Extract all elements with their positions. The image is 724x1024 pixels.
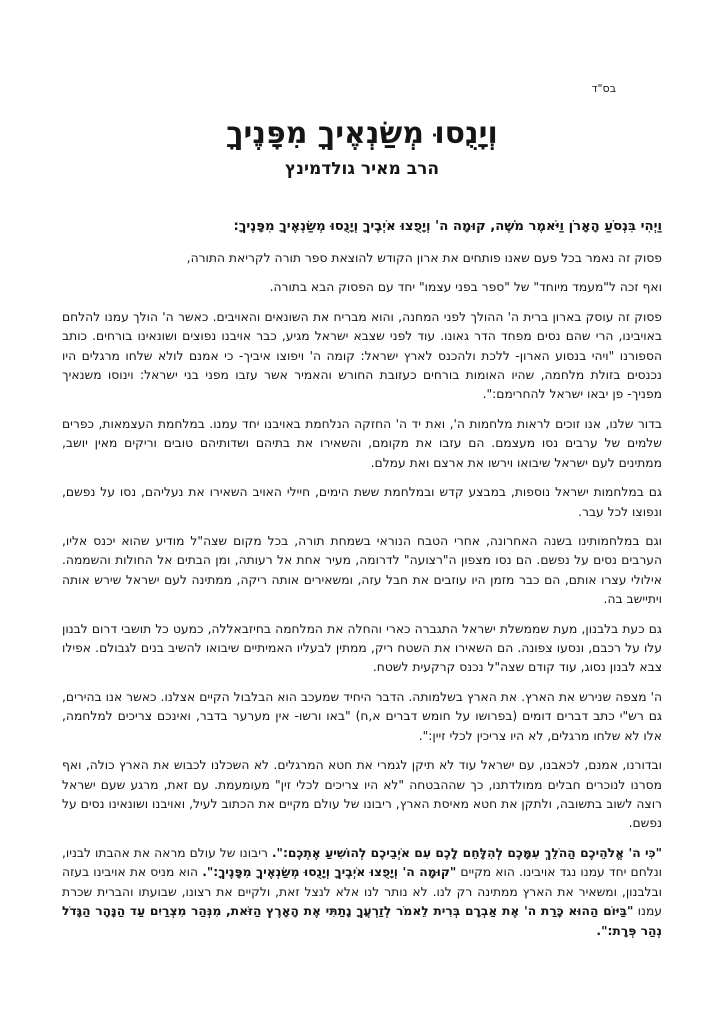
document-body: [62, 217, 662, 941]
bsd-header: בס"ד: [591, 82, 616, 95]
closing-text: ריבונו של עולם מראה את אהבתו לבניו, ונלחם יחד עמנו נגד אויבינו. הוא מקיים: [62, 845, 662, 880]
verse-quote: "בַּיּוֹם הַהוּא כָּרַת ה' אֶת אַבְרָם בְּרִית לֵאמֹר לְזַרְעֲךָ נָתַתִּי אֶת הָאָרֶץ הַזֹּאת, מִנְּהַר מִצְרַיִם עַד הַנָּהָר הַגָּדֹל נְהַר פְּרָת:".: [62, 904, 662, 938]
verse-quote: "כִּי ה' אֱלֹהֵיכֶם הַהֹלֵךְ עִמָּכֶם לְהִלָּחֵם לָכֶם עִם אֹיְבֵיכֶם לְהוֹשִׁיעַ אֶתְכֶם:".: [271, 845, 663, 860]
page-title: וְיָנֻסוּ מְשַׂנְאֶיךָ מִפָּנֶיךָ: [226, 116, 498, 151]
paragraph: בדור שלנו, אנו זוכים לראות מלחמות ה', ואת יד ה' החזקה הנלחמת באויבנו יחד עמנו. במלחמת העצמאות, כפרים שלמים של ערבים נסו מעצמם. הם עזבו את מקומם, והשאירו את בתיהם ושדותיהם טובים וריקים מאין יושב, ממתינים לעם ישראל שיבואו וירשו את ארצם ואת עמלם.: [62, 416, 662, 470]
opening-verse: וַיְהִי בִּנְסֹעַ הָאָרֹן וַיֹּאמֶר מֹשֶׁה, קוּמָה ה' וְיָפֻצוּ אֹיְבֶיךָ וְיָנֻסוּ מְשַׂנְאֶיךָ מִפָּנֶיךָ:: [233, 219, 662, 234]
closing-text: הוא מניס את אויבינו בעזה ובלבנון, ומשאיר את הארץ ממתינה רק לנו. לא נותר לנו אלא לנצל זאת, ולקיים את רצונו, שבועתו והברית שכרת עמנו: [62, 865, 663, 919]
paragraph: פסוק זה נאמר בכל פעם שאנו פותחים את ארון הקודש להוצאת ספר תורה לקריאת התורה,: [186, 250, 662, 265]
author-name: הרב מאיר גולדמינץ: [285, 159, 439, 179]
paragraph: ה' מצפה שנירש את הארץ. את הארץ בשלמותה. הדבר היחיד שמעכב הוא הבלבול הקיים אצלנו. כאשר אנו בהירים, גם רש"י כתב דברים דומים (בפרושו על חומש דברים א,ח) "באו ורשו- אין מערער בדבר, ואינכם צריכים למלחמה, אלו לא שלחו מרגלים, לא היו צריכין לכלי זיין:".: [62, 689, 662, 743]
paragraph: גם במלחמות ישראל נוספות, במבצע קדש ובמלחמת ששת הימים, חיילי האויב השאירו את נעליהם, נסו על נפשם, ונפוצו לכל עבר.: [62, 485, 662, 519]
verse-quote: "קוּמָה ה' וְיָפֻצוּ אֹיְבֶיךָ וְיָנֻסוּ מְשַׂנְאֶיךָ מִפָּנֶיךָ:".: [202, 865, 457, 880]
paragraph: גם כעת בלבנון, מעת שממשלת ישראל התגברה כארי והחלה את המלחמה בחיזבאללה, כמעט כל תושבי דרום לבנון עלו על רכבם, ונסעו צפונה. הם השאירו את השטח ריק, ממתין לבעליו האמיתיים שיבואו להשיב בנים לגבולם. אפילו צבא לבנון נסוג, עוד קודם שצה"ל נכנס קרקעית לשטח.: [62, 621, 662, 675]
paragraph: פסוק זה עוסק בארון ברית ה' ההולך לפני המחנה, והוא מבריח את השונאים והאויבים. כאשר ה' הולך עמנו להלחם באויבינו, הרי שהם נסים מפחד הדר גאונו. עוד לפני שצבא ישראל מגיע, כבר אויבנו נפוצים ושונאינו בורחים. כותב הספורנו "ויהי בנסוע הארון- ללכת ולהכנס לארץ ישראל: קומה ה' ויפוצו איביך- כי אמנם לולא שלחו מרגלים היו נכנסים בזולת מלחמה, שהיו האומות בורחים כעזובת החורש והאמיר אשר עזבו מפני בני ישראל: וינוסו משנאיך מפניך- פן יבאו ישראל להחרימם:".: [62, 309, 662, 402]
paragraph: וגם במלחמותינו בשנה האחרונה, אחרי הטבח הנוראי בשמחת תורה, בכל מקום שצה"ל מודיע שהוא יכנס אליו, הערבים נסים על נפשם. הם נסו מצפון ה"רצועה" לדרומה, מעיר אחת אל רעותה, ומן הבתים אל החולות והשממה. אילולי עצרו אותם, הם כבר מזמן היו עוזבים את חבל עזה, ומשאירים אותה ריקה, ממתינה לעם ישראל שירש אותה ויתיישב בה.: [62, 533, 662, 607]
closing-paragraph: [62, 844, 662, 941]
paragraph: ובדורנו, אמנם, לכאבנו, עם ישראל עוד לא תיקן לגמרי את חטא המרגלים. לא השכלנו לכבוש את הארץ כולה, ואף מסרנו לנוכרים חבלים ממולדתנו, כך שההבטחה "לא היו צריכים לכלי זין" מעומעמת. עם זאת, מרגע שעם ישראל רוצה לשוב בתשובה, ולתקן את חטא מאיסת הארץ, ריבונו של עולם מקיים את הכתוב לעיל, ואויבנו ושונאינו נסים על נפשם.: [62, 758, 662, 831]
paragraph: ואף זכה ל"מעמד מיוחד" של "ספר בפני עצמו" יחד עם הפסוק הבא בתורה.: [269, 280, 662, 295]
